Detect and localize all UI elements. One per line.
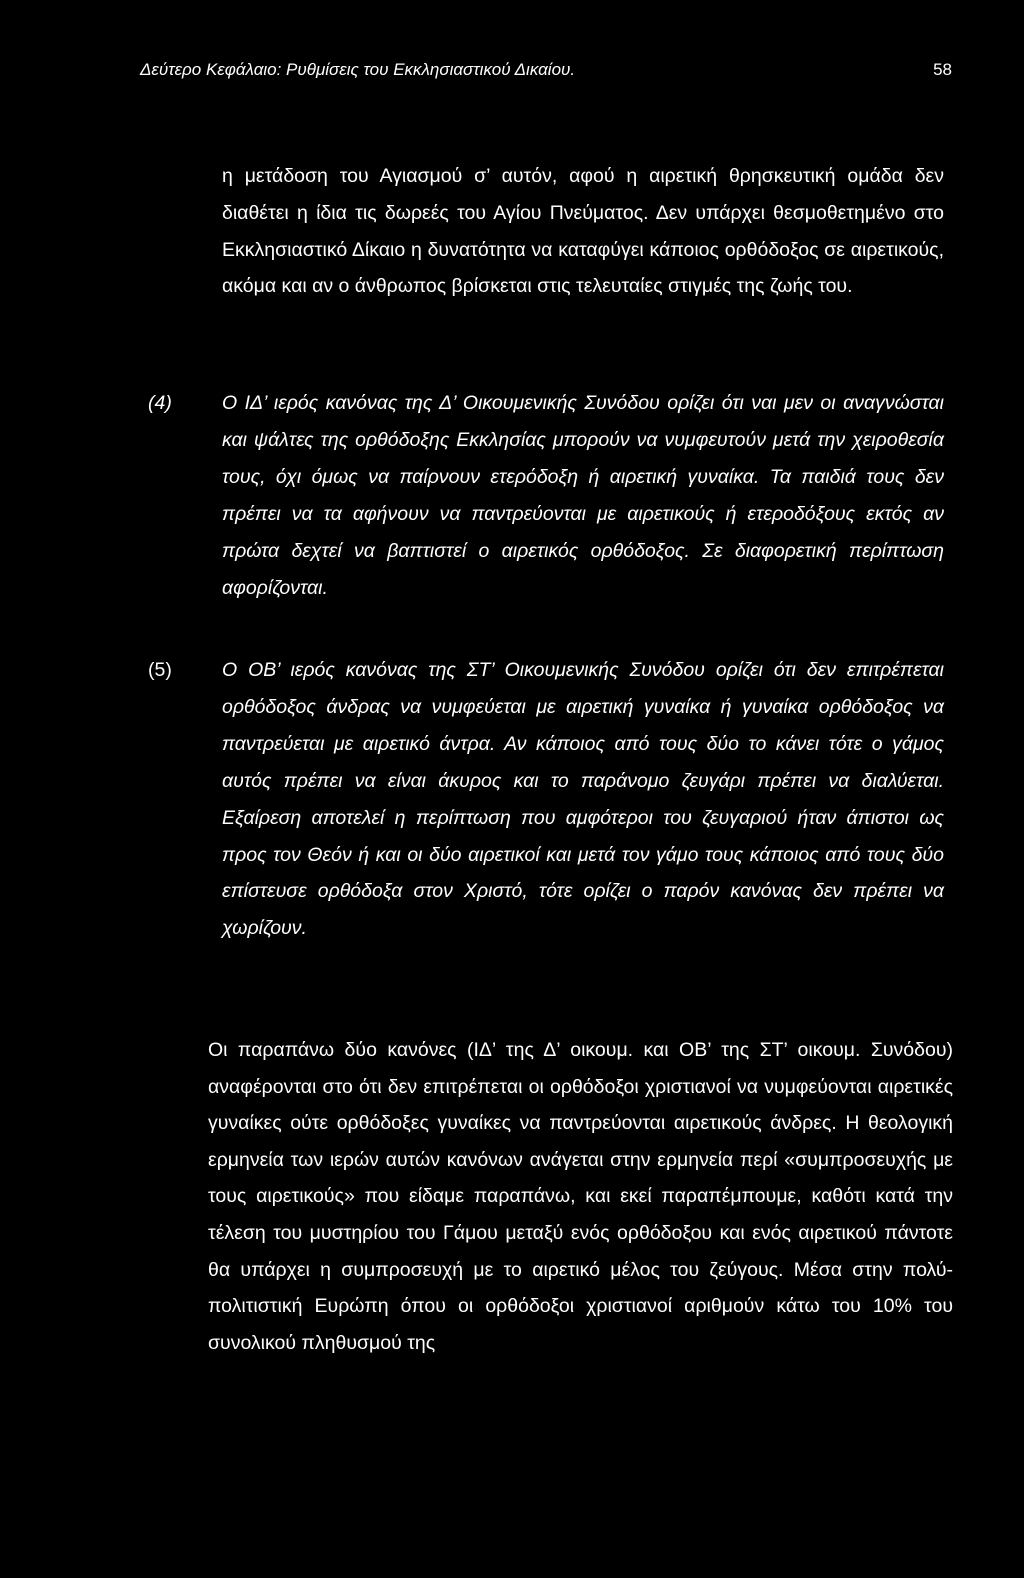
footnote-4-text: Ο ΙΔ’ ιερός κανόνας της Δ’ Οικουμενικής Συνόδου ορίζει ότι ναι μεν οι αναγνώσται και ψάλτες της ορθόδοξης Εκκλησίας μπορούν να νυμφευτούν μετά την χειροθεσία τους, όχι όμως να παίρνουν ετερόδοξη ή αιρετική γυναίκα. Τα παιδιά τους δεν πρέπει να τα αφήνουν να παντρεύονται με αιρετικούς ή ετεροδόξους εκτός αν πρώτα δεχτεί να βαπτιστεί ο αιρετικός ορθόδοξος. Σε διαφορετική περίπτωση αφορίζονται.: [222, 392, 944, 599]
footnote-5-text: Ο ΟΒ’ ιερός κανόνας της ΣΤ’ Οικουμενικής Συνόδου ορίζει ότι δεν επιτρέπεται ορθόδοξος άνδρας να νυμφεύεται με αιρετική γυναίκα ή γυναίκα ορθόδοξος να παντρεύεται με αιρετικό άντρα. Αν κάποιος από τους δύο το κάνει τότε ο γάμος αυτός πρέπει να είναι άκυρος και το παράνομο ζευγάρι πρέπει να διαλύεται. Εξαίρεση αποτελεί η περίπτωση που αμφότεροι του ζευγαριού ήταν άπιστοι ως προς τον Θεόν ή και οι δύο αιρετικοί και μετά τον γάμο τους κάποιος από τους δύο επίστευσε ορθόδοξα στον Χριστό, τότε ορίζει ο παρόν κανόνας δεν πρέπει να χωρίζουν.: [222, 659, 944, 940]
page-number: 58: [933, 60, 952, 79]
continuation-paragraph: η μετάδοση του Αγιασμού σ’ αυτόν, αφού η αιρετική θρησκευτική ομάδα δεν διαθέτει η ίδια τις δωρεές του Αγίου Πνεύματος. Δεν υπάρχει θεσμοθετημένο στο Εκκλησιαστικό Δίκαιο η δυνατότητα να καταφύγει κάποιος ορθόδοξος σε αιρετικούς, ακόμα και αν ο άνθρωπος βρίσκεται στις τελευταίες στιγμές της ζωής του.: [222, 165, 944, 298]
footnote-5-number: (5): [148, 659, 172, 681]
final-paragraph: Οι παραπάνω δύο κανόνες (ΙΔ’ της Δ’ οικουμ. και ΟΒ’ της ΣΤ’ οικουμ. Συνόδου) αναφέρονται στο ότι δεν επιτρέπεται οι ορθόδοξοι χριστιανοί να νυμφεύονται αιρετικές γυναίκες ούτε ορθόδοξες γυναίκες να παντρεύονται αιρετικούς άνδρες. Η θεολογική ερμηνεία των ιερών αυτών κανόνων ανάγεται στην ερμηνεία περί «συμπροσευχής με τους αιρετικούς» που είδαμε παραπάνω, και εκεί παραπέμπουμε, καθότι κατά την τέλεση του μυστηρίου του Γάμου μεταξύ ενός ορθόδοξου και ενός αιρετικού πάντοτε θα υπάρχει η συμπροσευχή με το αιρετικό μέλος του ζεύγους. Μέσα στην πολύ-πολιτιστική Ευρώπη όπου οι ορθόδοξοι χριστιανοί αριθμούν κάτω του 10% του συνολικού πληθυσμού της: [208, 1039, 953, 1354]
running-header: [140, 60, 952, 88]
chapter-title: Δεύτερο Κεφάλαιο: Ρυθμίσεις του Εκκλησιαστικού Δικαίου.: [140, 60, 576, 79]
footnote-4-number: (4): [148, 392, 172, 414]
